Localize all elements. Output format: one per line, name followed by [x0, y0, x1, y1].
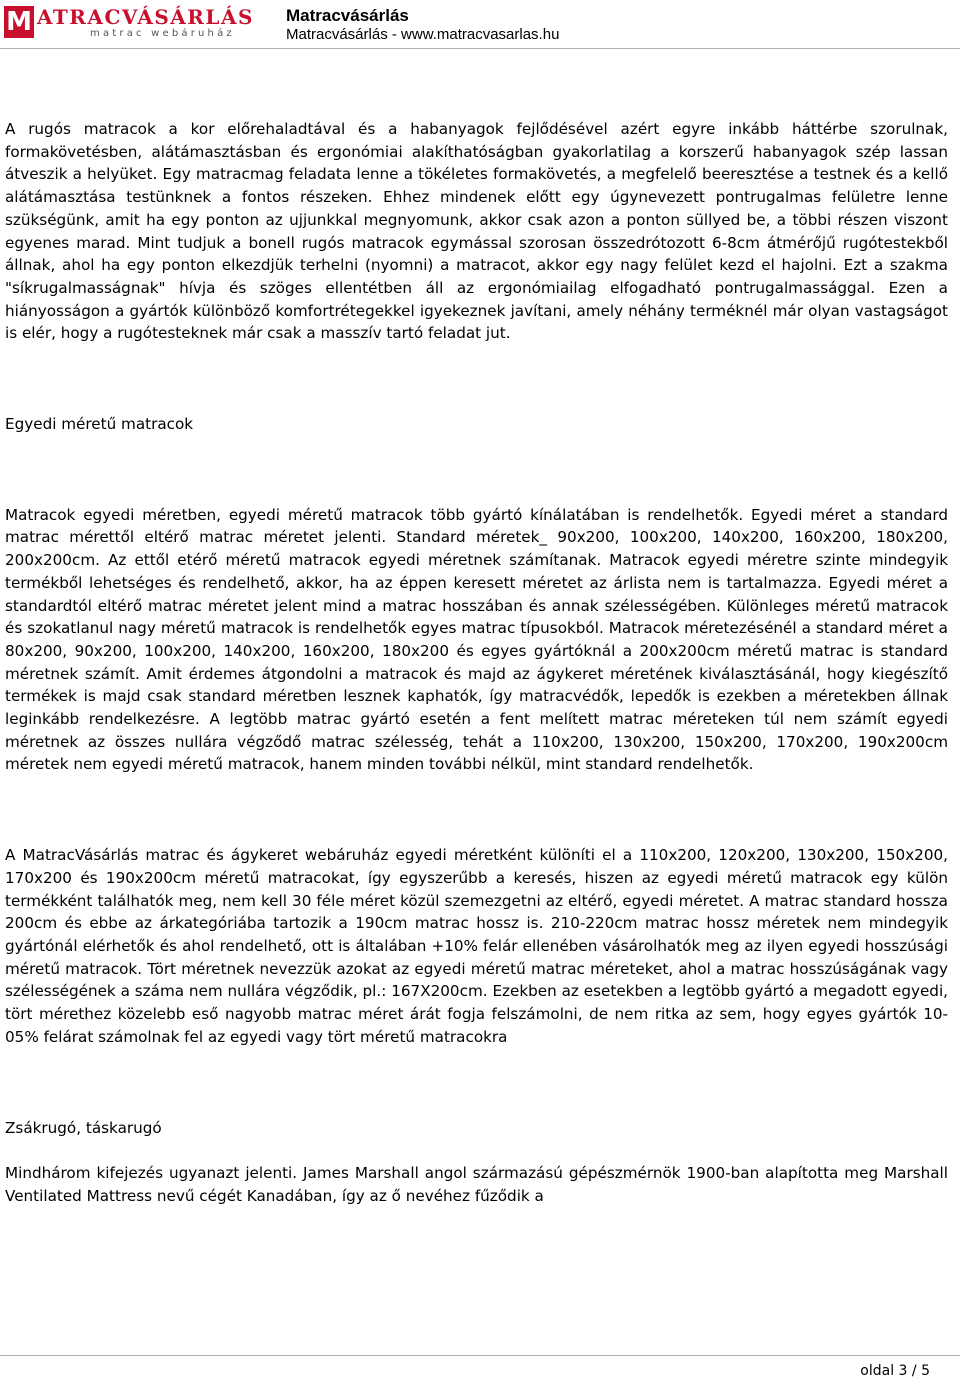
paragraph-egyedi-meretek: Matracok egyedi méretben, egyedi méretű matracok több gyártó kínálatában is rendelhetők. Egyedi méret a standard matrac mérettől eltérő matrac méretet jelenti. Standard méretek_ 90x200, 100x200, 140x200, 160x200, 180x200, 200x200cm. Az ettől etérő méretű matracok egyedi méretnek számítanak. Matracok egyedi méretre szinte mindegyik termékből lehetséges és rendelhető, akkor, ha az éppen keresett méretet az árlista nem is tartalmazza. Egyedi méret a standardtól eltérő matrac méretet jelent mind a matrac hosszában és annak szélességében. Különleges méretű matracok és szokatlanul nagy méretű matracok is rendelhetők egyes matrac típusokból. Matracok méretezésénél a standard méret a 80x200, 90x200, 100x200, 140x200, 160x200, 180x200 és egyes gyártóknál a 200x200cm méretű matrac is standard méretnek számít. Amit érdemes átgondolni a matracok és majd az ágykeret méretének kiválasztásánál, hogy kiegészítő termékek is majd csak standard méretben lesznek kaphatók, így matracvédők, lepedők is ezekben a méretekben állnak leginkább rendelkezésre. A legtöbb matrac gyártó esetén a fent melített matrac méreteken túl nem számít egyedi méretnek az összes nullára végződő matrac szélesség, tehát a 110x200, 130x200, 150x200, 170x200, 190x200cm méretek nem egyedi méretű matracok, hanem minden további nélkül, mint standard rendelhetők. — [5, 505, 948, 774]
page-number: oldal 3 / 5 — [860, 1363, 930, 1379]
logo-mark: M — [4, 6, 34, 38]
paragraph-matracvasarlas-meretek: A MatracVásárlás matrac és ágykeret webáruház egyedi méretként különíti el a 110x200, 120x200, 130x200, 150x200, 170x200 és 190x200cm méretű matracokat, így egyszerűbb a keresés, hiszen az egyedi méretű matracok egy külön termékként találhatók meg, nem kell 30 féle méret közül szemezgetni az eltérő, egyedi méretet. A matrac standard hossza 200cm és ebbe az árkategóriába tartozik a 190cm matrac hossz is. 210-220cm matrac hossz méretek nem mindegyik gyártónál elérhetők és ahol rendelhető, ott is általában +10% felár ellenében vásárolhatók meg az ilyen egyedi hosszúsági méretű matracok. Tört méretnek nevezzük azokat az egyedi méretű matrac méreteket, ahol a matrac hosszúságának vagy szélességének a száma nem nullára végződik, pl.: 167X200cm. Ezekben az esetekben a legtöbb gyártó a megadott egyedi, tört mérethez közelebb eső nagyobb matrac méret árát fogja felszámolni, de nem ritka az sem, hogy egyes gyártók 10-05% felárat számolnak fel az egyedi vagy tört méretű matracokra — [5, 846, 948, 1046]
section-heading-egyedi-meretu: Egyedi méretű matracok — [5, 415, 194, 434]
site-logo[interactable] — [4, 4, 266, 42]
site-name: Matracvásárlás — [286, 6, 409, 25]
footer-divider — [0, 1355, 960, 1356]
logo-tagline: matrac webáruház — [90, 28, 235, 39]
logo-wordmark: ATRACVÁSÁRLÁS — [37, 5, 254, 29]
page-header — [0, 0, 960, 49]
paragraph-zsakrugo: Mindhárom kifejezés ugyanazt jelenti. James Marshall angol származású gépészmérnök 1900-ban alapította meg Marshall Ventilated Mattress nevű cégét Kanadában, így az ő nevéhez fűződik a — [5, 1164, 948, 1205]
section-heading-zsakrugo: Zsákrugó, táskarugó — [5, 1118, 162, 1137]
site-subtitle: Matracvásárlás - www.matracvasarlas.hu — [286, 26, 560, 43]
paragraph-rugos-matracok: A rugós matracok a kor előrehaladtával és a habanyagok fejlődésével azért egyre inkább háttérbe szorulnak, formakövetésben, alátámasztásban és ergonómiai alakíthatóságban gyakorlatilag a korszerű habanyagok szép lassan átveszik a helyüket. Egy matracmag feladata lenne a tökéletes formakövetés, a megfelelő beeresztése a testnek és a kellő alátámasztása testünknek a fontos részeken. Ehhez mindenek előtt egy úgynevezett pontrugalmas felületre lenne szükségünk, amit ha egy ponton az ujjunkkal megnyomunk, akkor csak azon a ponton süllyed be, a többi részen viszont egyenes marad. Mint tudjuk a bonell rugós matracok egymással szorosan összedrótozott 6-8cm átmérőjű rugótestekből állnak, ahol ha egy ponton elkezdjük terhelni (nyomni) a matracot, akkor egy nagy felület kezd el hajolni. Ezt a szakma "síkrugalmasságnak" hívja és szöges ellentétben áll az ergonómiailag elfogadható pontrugalmassággal. Ezen a hiányosságon a gyártók különböző komfortrétegekkel igyekeznek javítani, amely néhány terméknél már olyan vastagságot is elér, hogy a rugótesteknek már csak a masszív tartó feladat jut. — [5, 120, 948, 343]
document-body — [5, 118, 948, 1208]
